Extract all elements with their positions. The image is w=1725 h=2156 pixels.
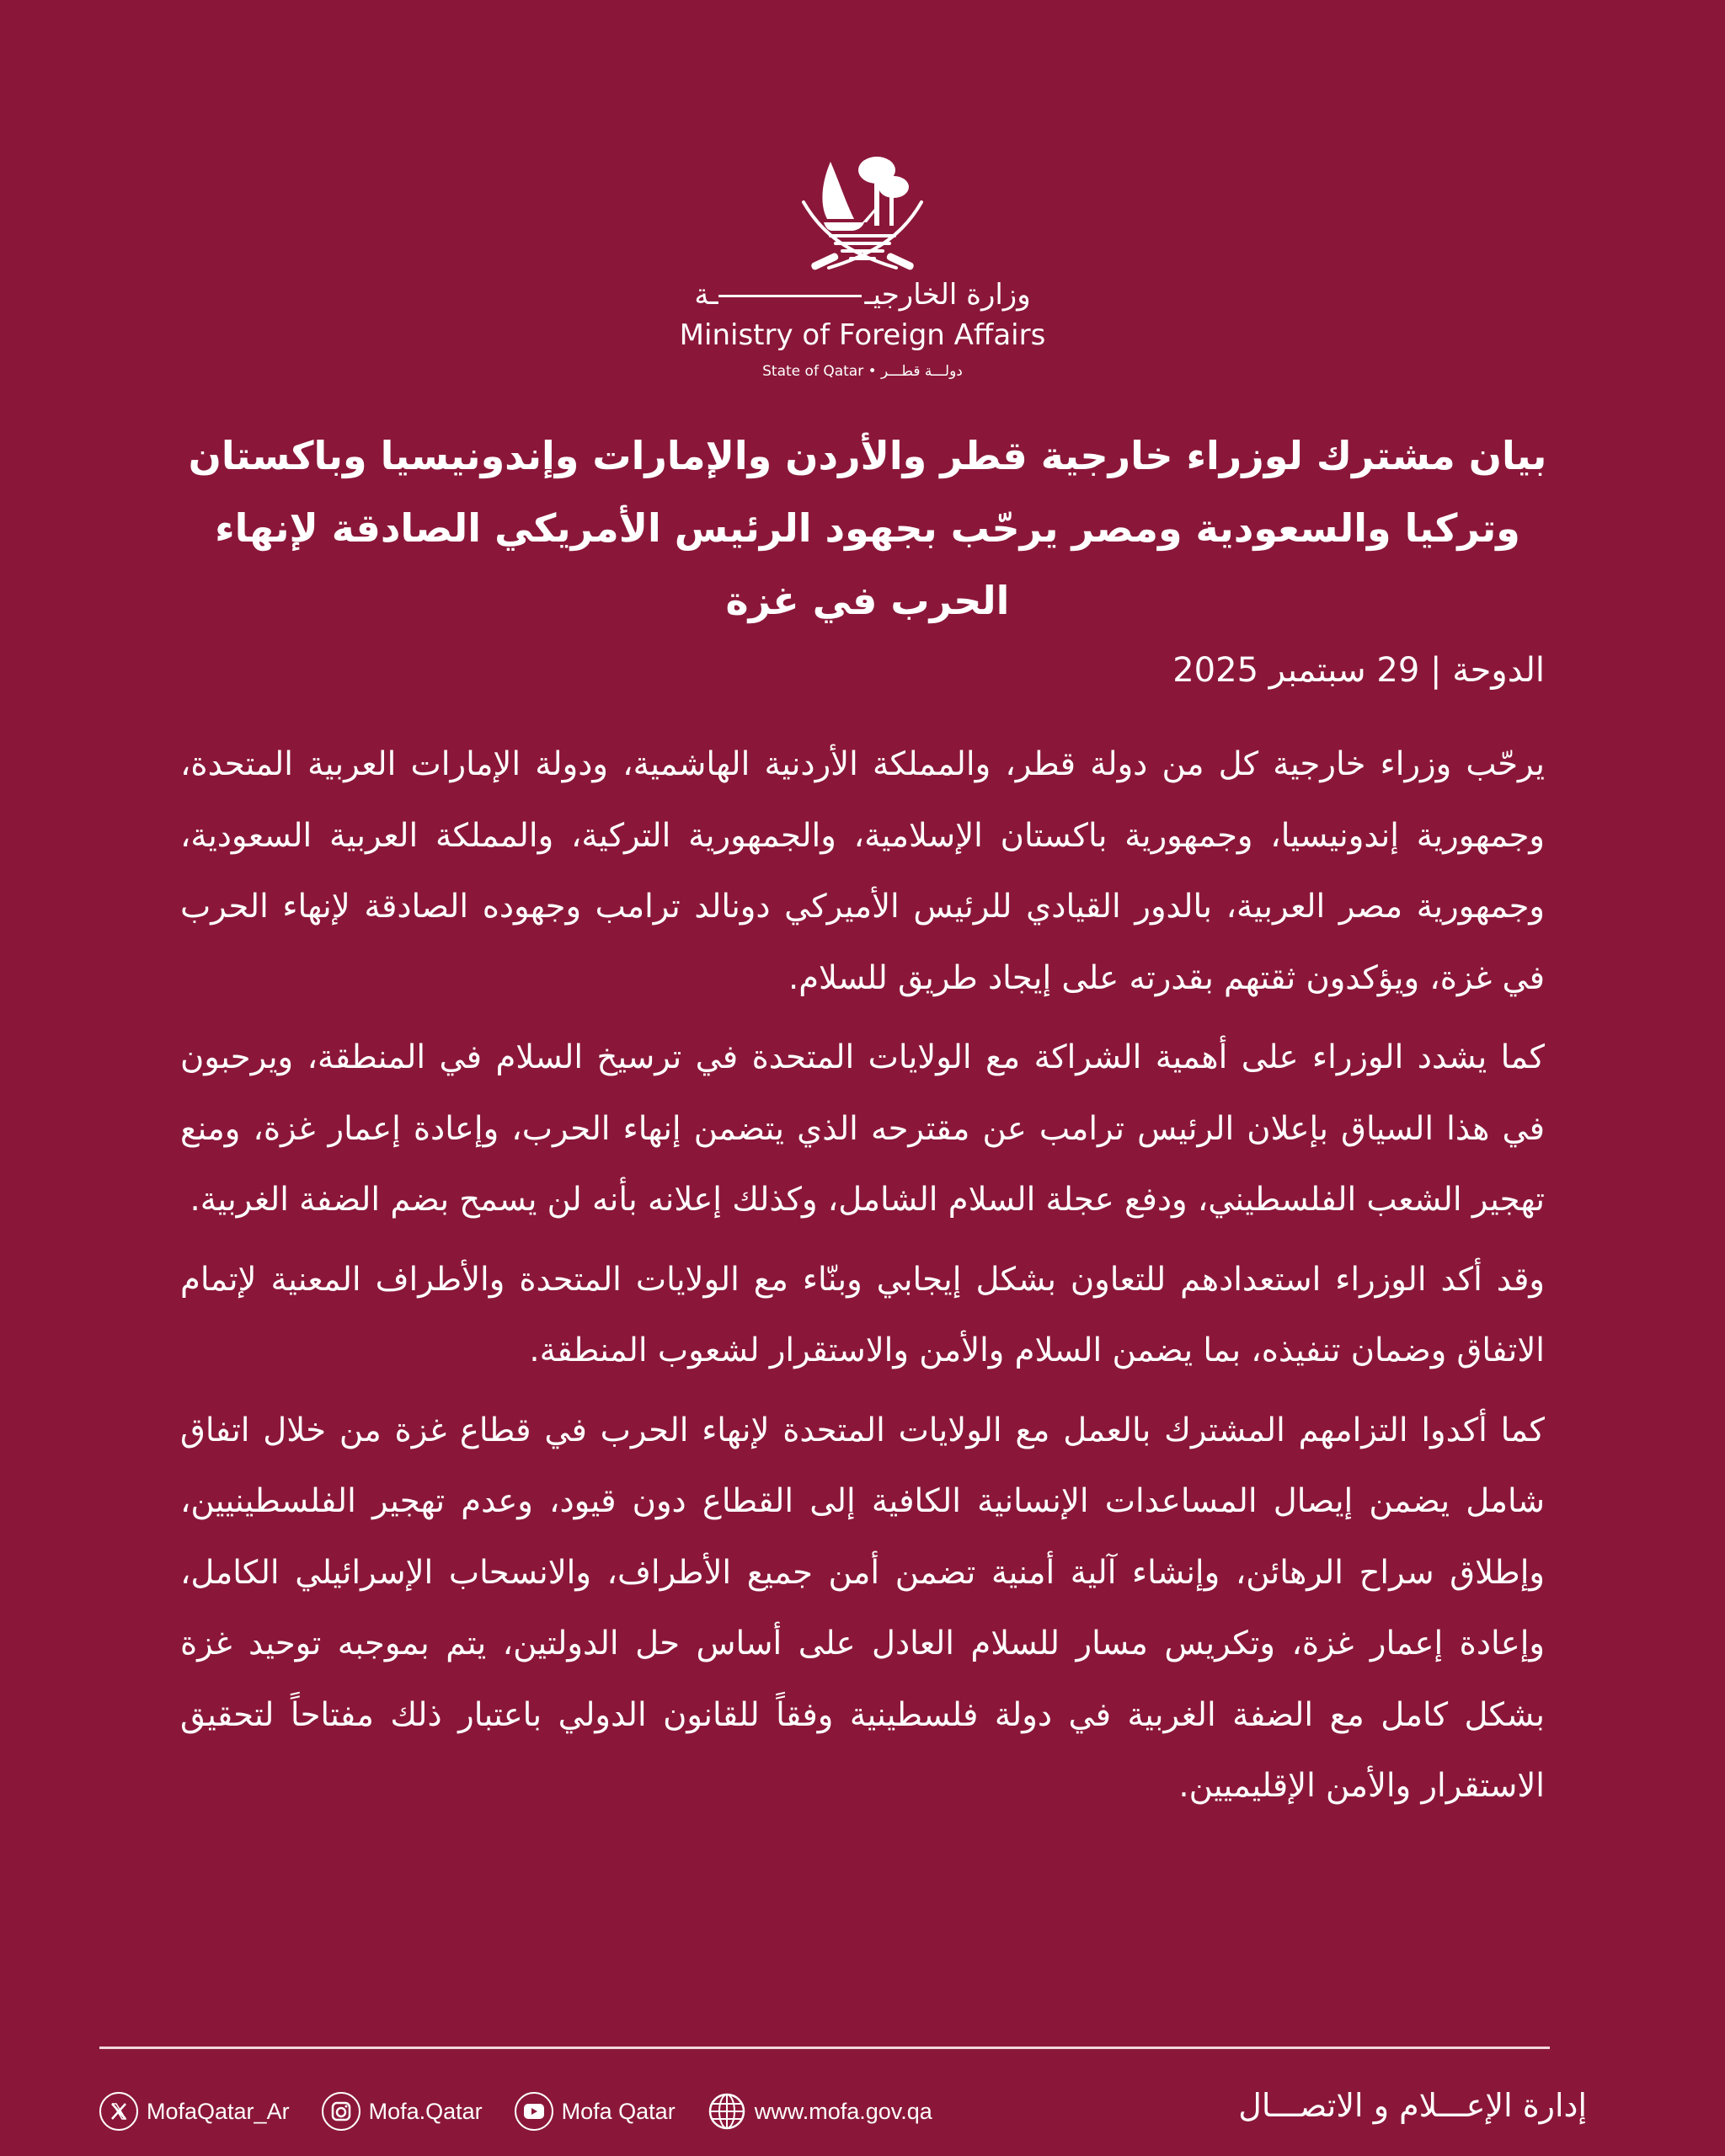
ministry-name-english: Ministry of Foreign Affairs bbox=[679, 318, 1046, 352]
paragraph: كما يشدد الوزراء على أهمية الشراكة مع الولايات المتحدة في ترسيخ السلام في المنطقة، ويرحبون في هذا السياق بإعلان الرئيس ترامب عن مقترحه الذي يتضمن إنهاء الحرب، وإعادة إعمار غزة، ومنع تهجير الشعب الفلسطيني، ودفع عجلة السلام الشامل، وكذلك إعلانه بأنه لن يسمح بضم الضفة الغربية. bbox=[180, 1038, 1545, 1219]
state-separator: • bbox=[868, 363, 877, 380]
social-link-instagram[interactable] bbox=[322, 2092, 483, 2131]
footer-divider bbox=[99, 2047, 1550, 2049]
social-label: Mofa Qatar bbox=[561, 2098, 676, 2124]
paragraph: كما أكدوا التزامهم المشترك بالعمل مع الولايات المتحدة لإنهاء الحرب في قطاع غزة من خلال اتفاق شامل يضمن إيصال المساعدات الإنسانية الكافية إلى القطاع دون قيود، وعدم تهجير الفلسطينيين، وإطلاق سراح الرهائن، وإنشاء آلية أمنية تضمن أمن جميع الأطراف، والانسحاب الإسرائيلي الكامل، وإعادة إعمار غزة، وتكريس مسار للسلام العادل على أساس حل الدولتين، يتم بموجبه توحيد غزة بشكل كامل مع الضفة الغربية في دولة فلسطينية وفقاً للقانون الدولي باعتبار ذلك مفتاحاً لتحقيق الاستقرار والأمن الإقليميين. bbox=[180, 1411, 1545, 1805]
social-link-x[interactable] bbox=[99, 2092, 290, 2131]
state-arabic: دولـــة قطـــر bbox=[881, 363, 963, 380]
state-of-qatar bbox=[0, 362, 1725, 381]
social-link-website[interactable] bbox=[708, 2092, 932, 2131]
department-name: إدارة الإعـــلام و الاتصـــال bbox=[1238, 2087, 1587, 2124]
paragraph: يرحّب وزراء خارجية كل من دولة قطر، والمملكة الأردنية الهاشمية، ودولة الإمارات العربية المتحدة، وجمهورية إندونيسيا، وجمهورية باكستان الإسلامية، والجمهورية التركية، والمملكة العربية السعودية، وجمهورية مصر العربية، بالدور القيادي للرئيس الأميركي دونالد ترامب وجهوده الصادقة لإنهاء الحرب في غزة، ويؤكدون ثقتهم بقدرته على إيجاد طريق للسلام. bbox=[180, 745, 1545, 997]
header-logo bbox=[0, 135, 1725, 274]
tatweel-line bbox=[718, 295, 862, 297]
paragraph: وقد أكد الوزراء استعدادهم للتعاون بشكل إيجابي وبنّاء مع الولايات المتحدة والأطراف المعنية لإتمام الاتفاق وضمان تنفيذه، بما يضمن السلام والأمن والاستقرار لشعوب المنطقة. bbox=[180, 1260, 1545, 1369]
statement-title: بيان مشترك لوزراء خارجية قطر والأردن والإمارات وإندونيسيا وباكستان وتركيا والسعودية ومصر يرحّب بجهود الرئيس الأمريكي الصادقة لإنهاء الحرب في غزة bbox=[188, 433, 1547, 623]
footer-social-links bbox=[99, 2087, 964, 2136]
qatar-emblem-icon bbox=[787, 135, 938, 274]
ministry-name-arabic: وزارة الخارجيــة bbox=[694, 278, 1031, 312]
x-twitter-icon bbox=[99, 2092, 138, 2131]
social-label: Mofa.Qatar bbox=[368, 2098, 483, 2124]
instagram-icon bbox=[322, 2092, 360, 2131]
social-label: www.mofa.gov.qa bbox=[754, 2098, 932, 2124]
state-english: State of Qatar bbox=[762, 363, 864, 380]
social-label: MofaQatar_Ar bbox=[147, 2098, 290, 2124]
statement-body bbox=[180, 729, 1545, 1831]
globe-icon bbox=[708, 2092, 746, 2131]
dateline: الدوحة | 29 سبتمبر 2025 bbox=[1172, 651, 1545, 690]
youtube-icon bbox=[515, 2092, 553, 2131]
social-link-youtube[interactable] bbox=[515, 2092, 676, 2131]
